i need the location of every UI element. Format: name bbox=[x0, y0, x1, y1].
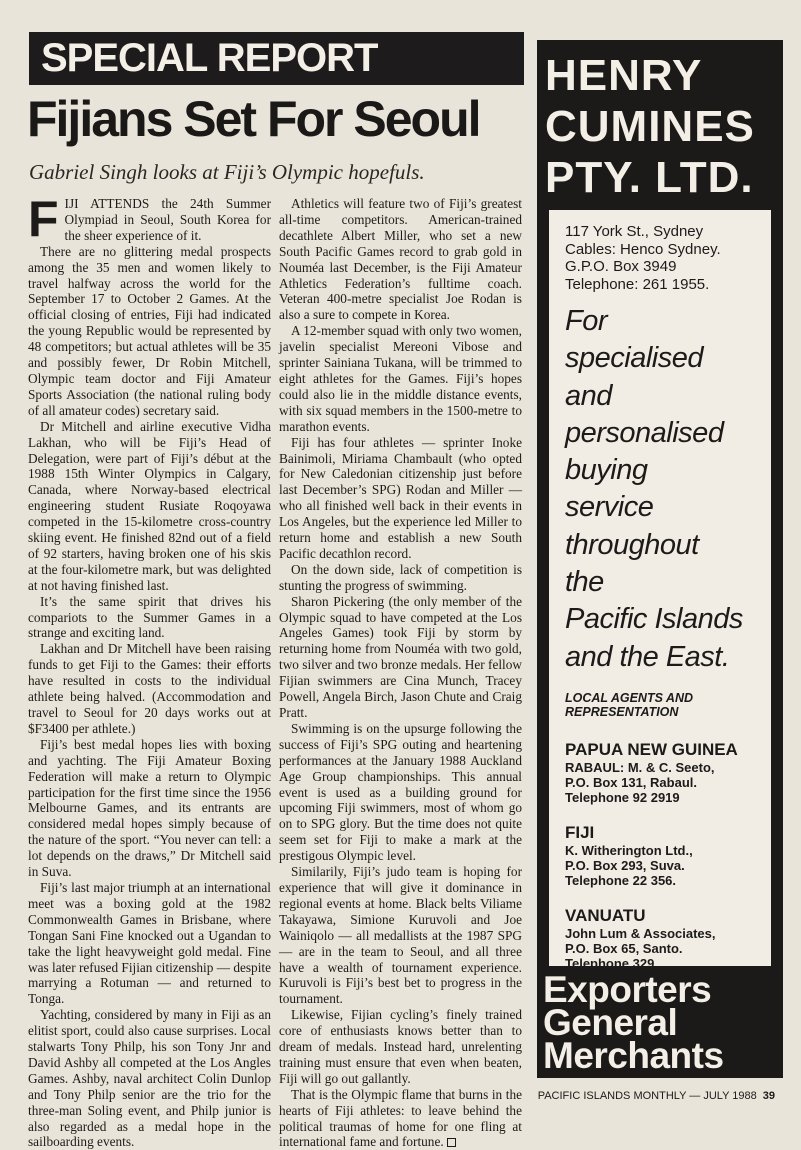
article-headline: Fijians Set For Seoul bbox=[27, 91, 480, 147]
end-of-article-icon bbox=[447, 1138, 456, 1147]
page-number: 39 bbox=[762, 1090, 775, 1102]
region-fiji: FIJI K. Witherington Ltd., P.O. Box 293, Suva. Telephone 22 356. bbox=[565, 822, 693, 888]
article-deck: Gabriel Singh looks at Fiji’s Olympic hopefuls. bbox=[29, 160, 425, 184]
paragraph: Similarily, Fiji’s judo team is hoping for experience that will give it dominance in regional events at home. Black belts Viliame Takayawa, Simione Kuruvoli and Joe Wainiqolo — all medallists at the 1987 SPG — are in the team to Seoul, and all three have a wealth of tournament experience. Kuruvoli is Fiji’s best bet to progress in the tournament. bbox=[279, 864, 522, 1007]
paragraph: Sharon Pickering (the only member of the Olympic squad to have competed at the Los Angeles Games) took Fiji by storm by returning home from Nouméa with two gold, two silver and two bronze medals. Her fellow Fijian swimmers are Cina Munch, Tracey Powell, Angela Birch, Jason Chute and Craig Pratt. bbox=[279, 593, 522, 720]
region-papua-new-guinea: PAPUA NEW GUINEA RABAUL: M. & C. Seeto, P.O. Box 131, Rabaul. Telephone 92 2919 bbox=[565, 739, 738, 805]
advertisement bbox=[537, 40, 783, 1078]
section-banner: SPECIAL REPORT bbox=[29, 32, 524, 85]
ad-info-panel bbox=[549, 210, 771, 971]
article-column-1 bbox=[28, 191, 271, 1150]
paragraph: Swimming is on the upsurge following the success of Fiji’s SPG outing and heartening performances at the January 1988 Auckland Age Group championships. This annual event is used as a building ground for upcoming Fiji swimmers, most of whom go on to SPG glory. But the time does not quite seem set for Fiji to make a mark at the prestigous Olympic level. bbox=[279, 720, 522, 864]
paragraph: A 12-member squad with only two women, javelin specialist Mereoni Vibose and sprinter Sainiana Tukana, will be trimmed to eight athletes for the Games. Fiji’s hopes could also lie in the middle distance events, with six squad members in the 1500-metre to marathon events. bbox=[279, 323, 522, 434]
paragraph: Yachting, considered by many in Fiji as an elitist sport, could also cause surprises. Local stalwarts Tony Philp, his son Tony Jnr and David Ashby all competed at the Los Angles Games. Ashby, naval architect Colin Dunlop and Tony Philp senior are the trio for the three-man Soling event, and Philp junior is also regarded as a medal hope in the sailboarding events. bbox=[28, 1007, 271, 1150]
ad-regions bbox=[565, 740, 757, 971]
region-vanuatu: VANUATU John Lum & Associates, P.O. Box 65, Santo. Telephone 329. bbox=[565, 905, 716, 971]
paragraph: It’s the same spirit that drives his compariots to the Summer Games in a strange and exciting land. bbox=[28, 593, 271, 641]
paragraph: Fiji has four athletes — sprinter Inoke Bainimoli, Miriama Chambault (who opted for New Caledonian citizenship just before last December’s SPG) Rodan and Miller — who all finished well back in their events in Los Angeles, but the experience led Miller to return home and establish a new South Pacific decathlon record. bbox=[279, 434, 522, 561]
publication-date: PACIFIC ISLANDS MONTHLY — JULY 1988 bbox=[537, 1090, 757, 1102]
paragraph: There are no glittering medal prospects among the 35 men and women likely to travel halfway across the world for the September 17 to October 2 Games. At the official closing of entries, Fiji had indicated the young Republic would be represented by 48 competitors; but actual athletes will be 35 and possibly fewer, Dr Robin Mitchell, Olympic team doctor and Fiji Amateur Sports Association (the national ruling body of all amateur codes) secretary said. bbox=[28, 243, 271, 418]
paragraph: Likewise, Fijian cycling’s finely trained core of enthusiasts knows better than to dream of medals. Instead hard, unrelenting training must ensure that even when beaten, Fiji will go out gallantly. bbox=[279, 1007, 522, 1086]
ad-address: 117 York St., Sydney Cables: Henco Sydney. G.P.O. Box 3949 Telephone: 261 1955. bbox=[565, 223, 721, 293]
ad-footer-tagline: Exporters General Merchants bbox=[543, 969, 724, 1076]
paragraph: Dr Mitchell and airline executive Vidha Lakhan, who will be Fiji’s Head of Delegation, were part of Fiji’s début at the 1988 15th Winter Olympics in Calgary, Canada, where Norway-based electrical engineering student Rusiate Roqoyawa competed in the 15-kilometre cross-country skiing event. He finished 82nd out of a field of 92 starters, having broken one of his skis at the four-kilometre mark, but was delighted at not having finished last. bbox=[28, 418, 271, 593]
page-footer bbox=[538, 1090, 775, 1102]
paragraph: FIJI ATTENDS the 24th Summer Olympiad in Seoul, South Korea for the sheer experience of it. bbox=[28, 191, 271, 247]
ad-agents-heading: LOCAL AGENTS AND REPRESENTATION bbox=[565, 690, 694, 720]
ad-slogan: For specialised and personalised buying service throughout the Pacific Islands and the East. bbox=[565, 305, 743, 673]
paragraph: Athletics will feature two of Fiji’s greatest all-time competitors. American-trained decathlete Albert Miller, who set a new South Pacific Games record to grab gold in Nouméa last December, is the Fiji Amateur Athletics Federation’s fulltime coach. Veteran 400-metre specialist Joe Rodan is also a sure to compete in Korea. bbox=[279, 196, 522, 323]
paragraph: On the down side, lack of competition is stunting the progress of swimming. bbox=[279, 561, 522, 593]
paragraph: Fiji’s last major triumph at an international meet was a boxing gold at the 1982 Commonwealth Games in Brisbane, where Tongan Sani Fine knocked out a Ugandan to take the light heavyweight gold medal. Fine was later refused Fijian citizenship — despite marrying a Rotuman — and returned to Tonga. bbox=[28, 879, 271, 1007]
paragraph: Lakhan and Dr Mitchell have been raising funds to get Fiji to the Games: their efforts have resulted in costs to the individual athlete being halved. (Accommodation and travel to Seoul for 20 days works out at $F3400 per athlete.) bbox=[28, 641, 271, 736]
article-column-2 bbox=[279, 196, 522, 1150]
paragraph: That is the Olympic flame that burns in the hearts of Fiji athletes: to leave behind the political traumas of home for one fling at international fame and fortune. bbox=[279, 1086, 522, 1150]
paragraph: Fiji’s best medal hopes lies with boxing and yachting. The Fiji Amateur Boxing Federation will make a return to Olympic participation for the first time since the 1956 Melbourne Games, and its entrants are considered medal hopes simply because of the nature of the sport. “You never can tell: a lot depends on the draws,” Dr Mitchell said in Suva. bbox=[28, 736, 271, 880]
drop-cap: F bbox=[28, 191, 59, 247]
ad-company-name: HENRY CUMINES PTY. LTD. bbox=[545, 51, 755, 202]
